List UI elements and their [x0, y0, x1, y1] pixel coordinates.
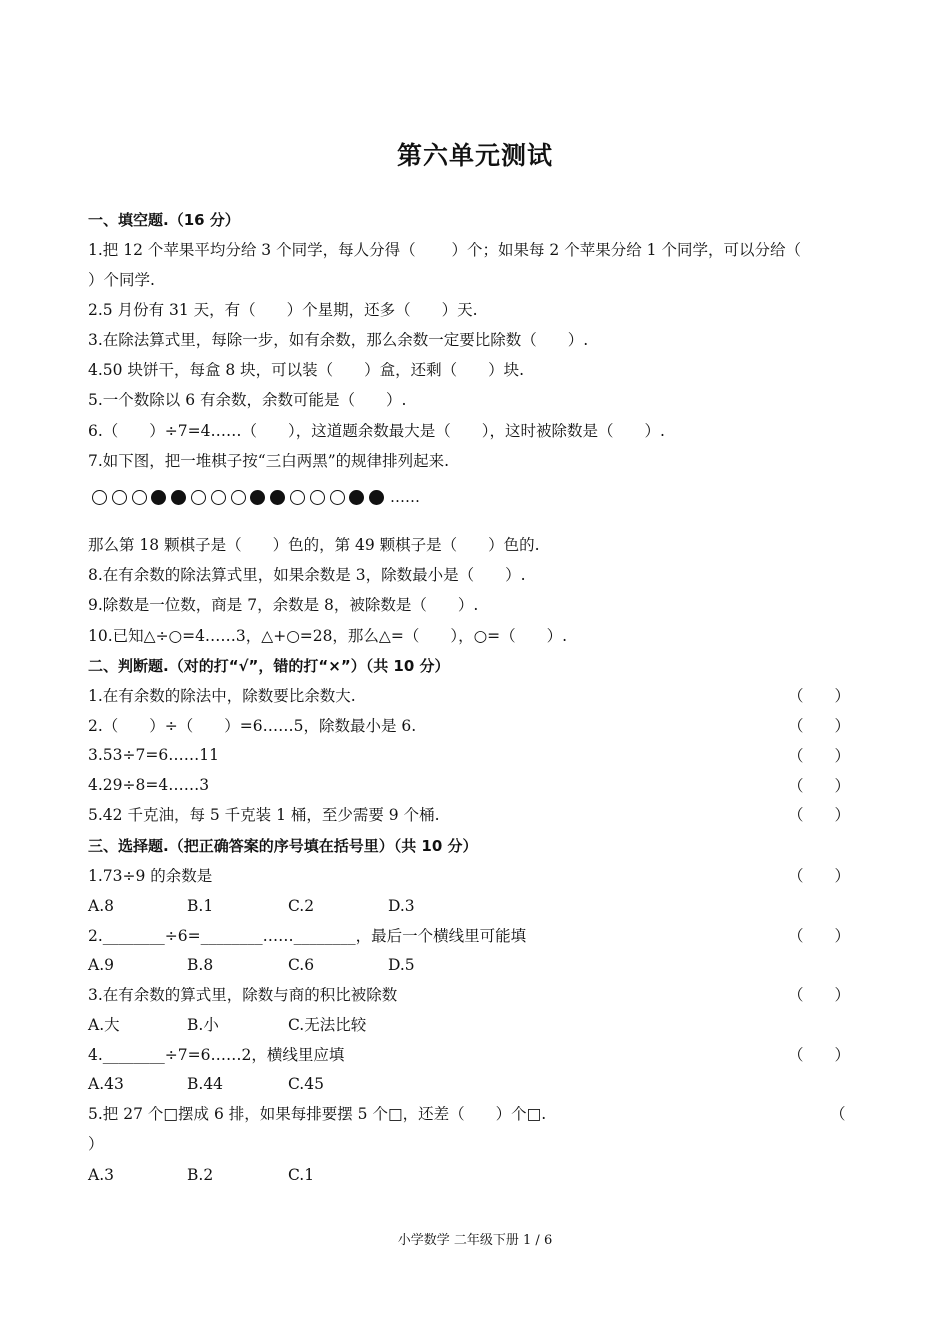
section-fill-header: 一、填空题.（16 分）: [88, 211, 240, 229]
choice-q2-option-d: D.5: [388, 956, 415, 974]
choice-q1-option-b: B.1: [187, 897, 214, 915]
judge-q4: 4.29÷8=4……3: [88, 776, 210, 794]
white-chess-piece: [211, 490, 226, 505]
fill-q5: 5.一个数除以 6 有余数，余数可能是（ ）.: [88, 391, 407, 409]
white-chess-piece: [290, 490, 305, 505]
judge-q3: 3.53÷7=6……11: [88, 746, 219, 764]
choice-q1-answer: （ ）: [787, 867, 850, 885]
white-chess-piece: [191, 490, 206, 505]
choice-q4-option-a: A.43: [88, 1075, 124, 1093]
choice-q2-option-c: C.6: [288, 956, 315, 974]
choice-q4-option-b: B.44: [187, 1075, 224, 1093]
choice-q1: 1.73÷9 的余数是: [88, 867, 213, 885]
choice-q3-answer: （ ）: [787, 986, 850, 1004]
fill-q6: 6.（ ）÷7=4……（ ），这道题余数最大是（ ），这时被除数是（ ）.: [88, 422, 665, 440]
judge-q4-answer: （ ）: [787, 777, 850, 795]
choice-q3: 3.在有余数的算式里，除数与商的积比被除数: [88, 986, 398, 1004]
fill-q7: 7.如下图，把一堆棋子按“三白两黑”的规律排列起来.: [88, 452, 450, 470]
choice-q3-option-a: A.大: [88, 1016, 120, 1034]
fill-q1-line2: ）个同学.: [88, 271, 155, 289]
section-choice-header: 三、选择题.（把正确答案的序号填在括号里）（共 10 分）: [88, 837, 478, 855]
choice-q5: 5.把 27 个□摆成 6 排，如果每排要摆 5 个□，还差（ ）个□.: [88, 1105, 547, 1123]
choice-q5-option-a: A.3: [88, 1166, 114, 1184]
choice-q1-option-d: D.3: [388, 897, 415, 915]
judge-q1: 1.在有余数的除法中，除数要比余数大.: [88, 687, 356, 705]
choice-q4-option-c: C.45: [288, 1075, 324, 1093]
fill-q7-question: 那么第 18 颗棋子是（ ）色的，第 49 颗棋子是（ ）色的.: [88, 536, 540, 554]
fill-q1-line1: 1.把 12 个苹果平均分给 3 个同学，每人分得（ ）个；如果每 2 个苹果分给 1 个同学，可以分给（: [88, 241, 801, 259]
white-chess-piece: [112, 490, 127, 505]
choice-q1-option-c: C.2: [288, 897, 315, 915]
black-chess-piece: [171, 490, 186, 505]
fill-q9: 9.除数是一位数，商是 7，余数是 8，被除数是（ ）.: [88, 596, 479, 614]
black-chess-piece: [151, 490, 166, 505]
choice-q2-answer: （ ）: [787, 927, 850, 945]
fill-q3: 3.在除法算式里，每除一步，如有余数，那么余数一定要比除数（ ）.: [88, 331, 589, 349]
judge-q2-answer: （ ）: [787, 717, 850, 735]
chess-pieces-row: [92, 487, 420, 507]
white-chess-piece: [310, 490, 325, 505]
choice-q3-option-b: B.小: [187, 1016, 219, 1034]
black-chess-piece: [349, 490, 364, 505]
judge-q5-answer: （ ）: [787, 806, 850, 824]
fill-q10: 10.已知△÷○=4……3，△+○=28，那么△=（ ），○=（ ）.: [88, 627, 568, 645]
choice-q4-answer: （ ）: [787, 1046, 850, 1064]
fill-q4: 4.50 块饼干，每盒 8 块，可以装（ ）盒，还剩（ ）块.: [88, 361, 525, 379]
choice-q5-option-b: B.2: [187, 1166, 214, 1184]
fill-q8: 8.在有余数的除法算式里，如果余数是 3，除数最小是（ ）.: [88, 566, 526, 584]
white-chess-piece: [330, 490, 345, 505]
ellipsis: ……: [389, 488, 420, 506]
black-chess-piece: [250, 490, 265, 505]
judge-q3-answer: （ ）: [787, 747, 850, 765]
choice-q1-option-a: A.8: [88, 897, 114, 915]
choice-q2: 2.________÷6=________……________，最后一个横线里可能填: [88, 927, 527, 945]
white-chess-piece: [92, 490, 107, 505]
choice-q4: 4.________÷7=6……2，横线里应填: [88, 1046, 345, 1064]
fill-q2: 2.5 月份有 31 天，有（ ）个星期，还多（ ）天.: [88, 301, 478, 319]
white-chess-piece: [231, 490, 246, 505]
black-chess-piece: [369, 490, 384, 505]
choice-q5-answer-close: ）: [88, 1135, 104, 1153]
judge-q2: 2.（ ）÷（ ）=6……5，除数最小是 6.: [88, 717, 417, 735]
choice-q5-option-c: C.1: [288, 1166, 315, 1184]
judge-q5: 5.42 千克油，每 5 千克装 1 桶，至少需要 9 个桶.: [88, 806, 440, 824]
page-title: 第六单元测试: [396, 141, 553, 170]
choice-q3-option-c: C.无法比较: [288, 1016, 367, 1034]
judge-q1-answer: （ ）: [787, 687, 850, 705]
white-chess-piece: [132, 490, 147, 505]
section-judge-header: 二、判断题.（对的打“√”，错的打“×”）（共 10 分）: [88, 657, 450, 675]
choice-q2-option-a: A.9: [88, 956, 114, 974]
choice-q2-option-b: B.8: [187, 956, 214, 974]
choice-q5-answer-open: （: [830, 1105, 846, 1123]
page-footer: 小学数学 二年级下册 1 / 6: [397, 1233, 553, 1248]
black-chess-piece: [270, 490, 285, 505]
